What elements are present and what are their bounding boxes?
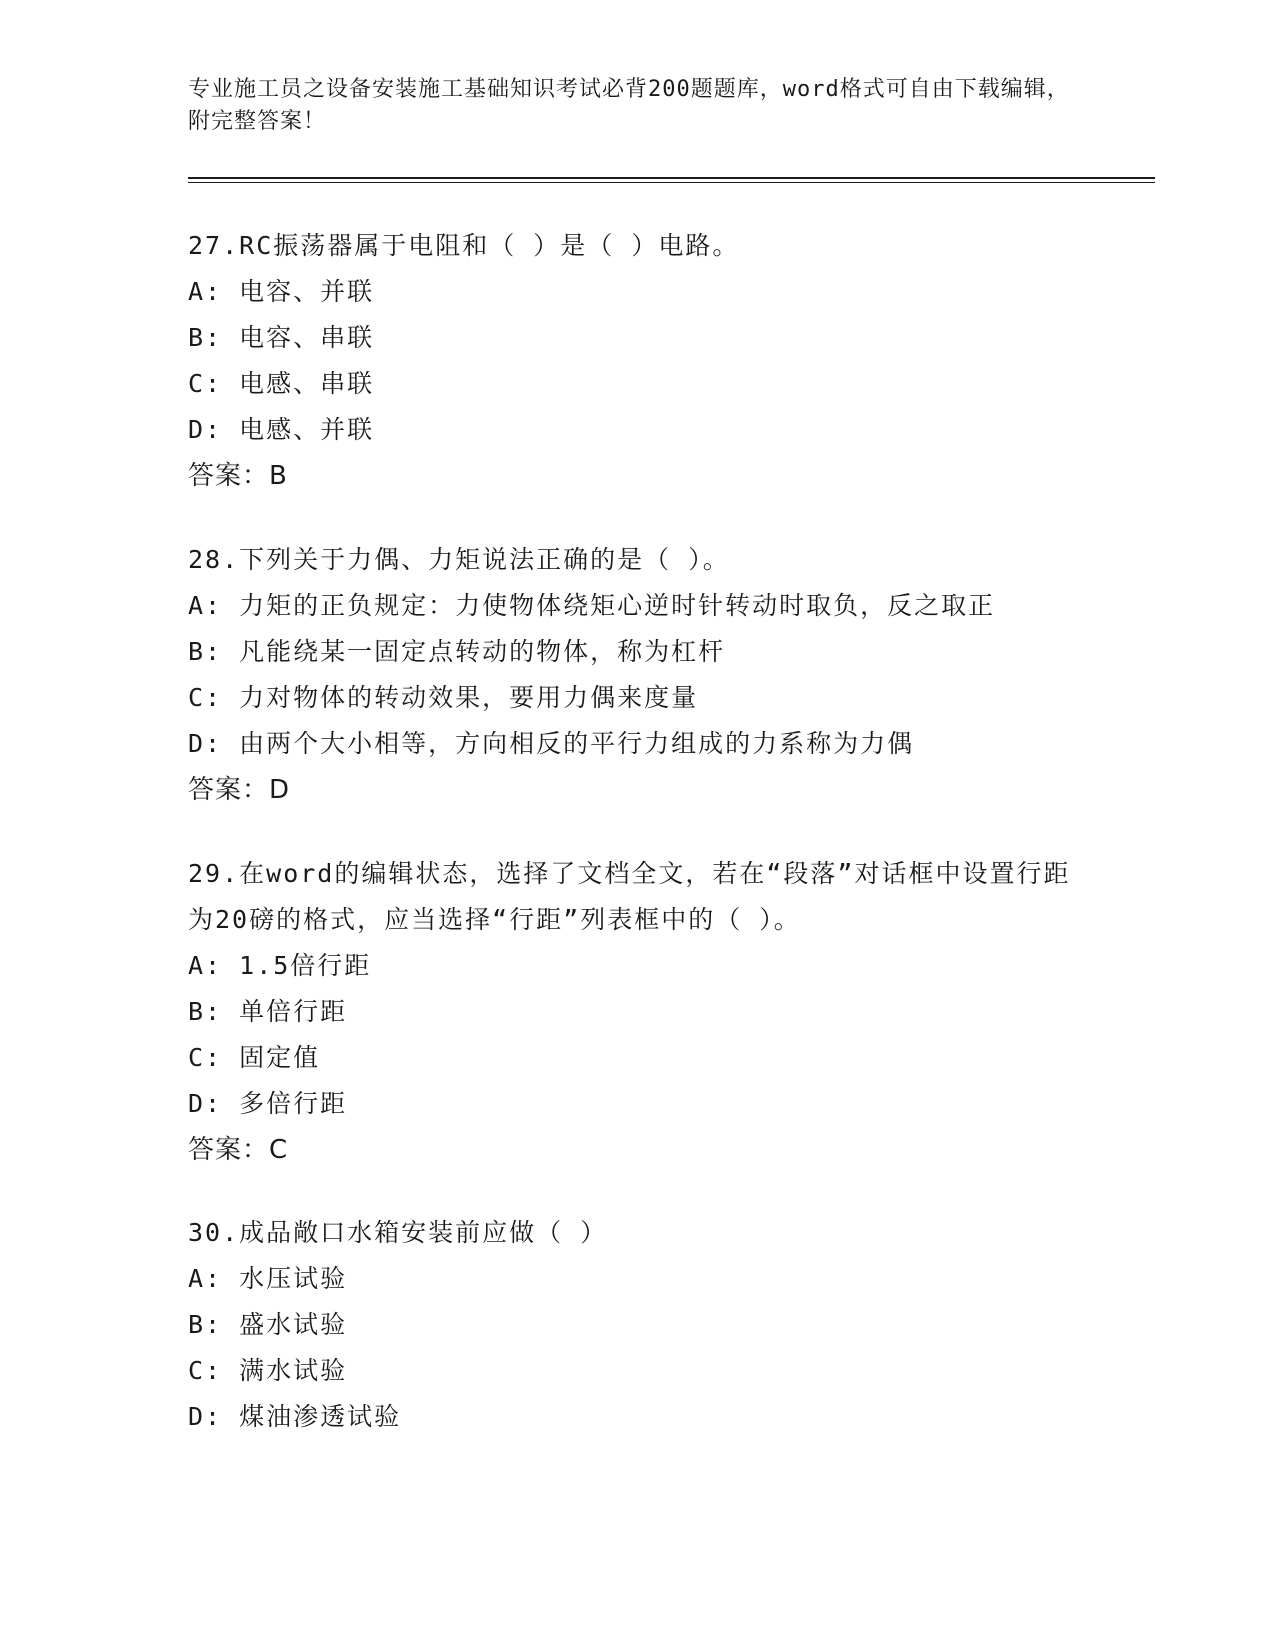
option-c: C: 电感、串联 — [188, 369, 375, 398]
answer: 答案：D — [188, 775, 291, 805]
option-c: C: 固定值 — [188, 1043, 321, 1072]
answer: 答案：C — [188, 1135, 289, 1165]
option-a: A: 1.5倍行距 — [188, 951, 372, 980]
option-a: A: 力矩的正负规定：力使物体绕矩心逆时针转动时取负，反之取正 — [188, 591, 996, 620]
question-text: 27.RC振荡器属于电阻和（ ）是（ ）电路。 — [188, 231, 740, 260]
question-text: 29.在word的编辑状态，选择了文档全文，若在“段落”对话框中设置行距为20磅的格式，应当选择“行距”列表框中的（ ）。 — [188, 859, 1071, 934]
option-a: A: 水压试验 — [188, 1264, 348, 1293]
question-30 — [188, 1210, 1088, 1440]
answer: 答案：B — [188, 461, 288, 491]
option-d: D: 电感、并联 — [188, 415, 375, 444]
option-b: B: 单倍行距 — [188, 997, 348, 1026]
question-text: 30.成品敞口水箱安装前应做（ ） — [188, 1218, 608, 1247]
option-b: B: 电容、串联 — [188, 323, 375, 352]
question-28 — [188, 537, 1088, 813]
option-b: B: 盛水试验 — [188, 1310, 348, 1339]
header-divider-thick — [188, 177, 1155, 179]
question-27 — [188, 223, 1088, 499]
option-b: B: 凡能绕某一固定点转动的物体，称为杠杆 — [188, 637, 726, 666]
question-29 — [188, 851, 1088, 1173]
question-text: 28.下列关于力偶、力矩说法正确的是（ ）。 — [188, 545, 730, 574]
option-c: C: 力对物体的转动效果，要用力偶来度量 — [188, 683, 699, 712]
option-c: C: 满水试验 — [188, 1356, 348, 1385]
option-d: D: 多倍行距 — [188, 1089, 348, 1118]
header-divider-thin — [188, 182, 1155, 183]
option-d: D: 由两个大小相等，方向相反的平行力组成的力系称为力偶 — [188, 729, 915, 758]
document-header-title: 专业施工员之设备安装施工基础知识考试必背200题题库，word格式可自由下载编辑，附完整答案！ — [188, 77, 1070, 134]
option-a: A: 电容、并联 — [188, 277, 375, 306]
option-d: D: 煤油渗透试验 — [188, 1402, 402, 1431]
